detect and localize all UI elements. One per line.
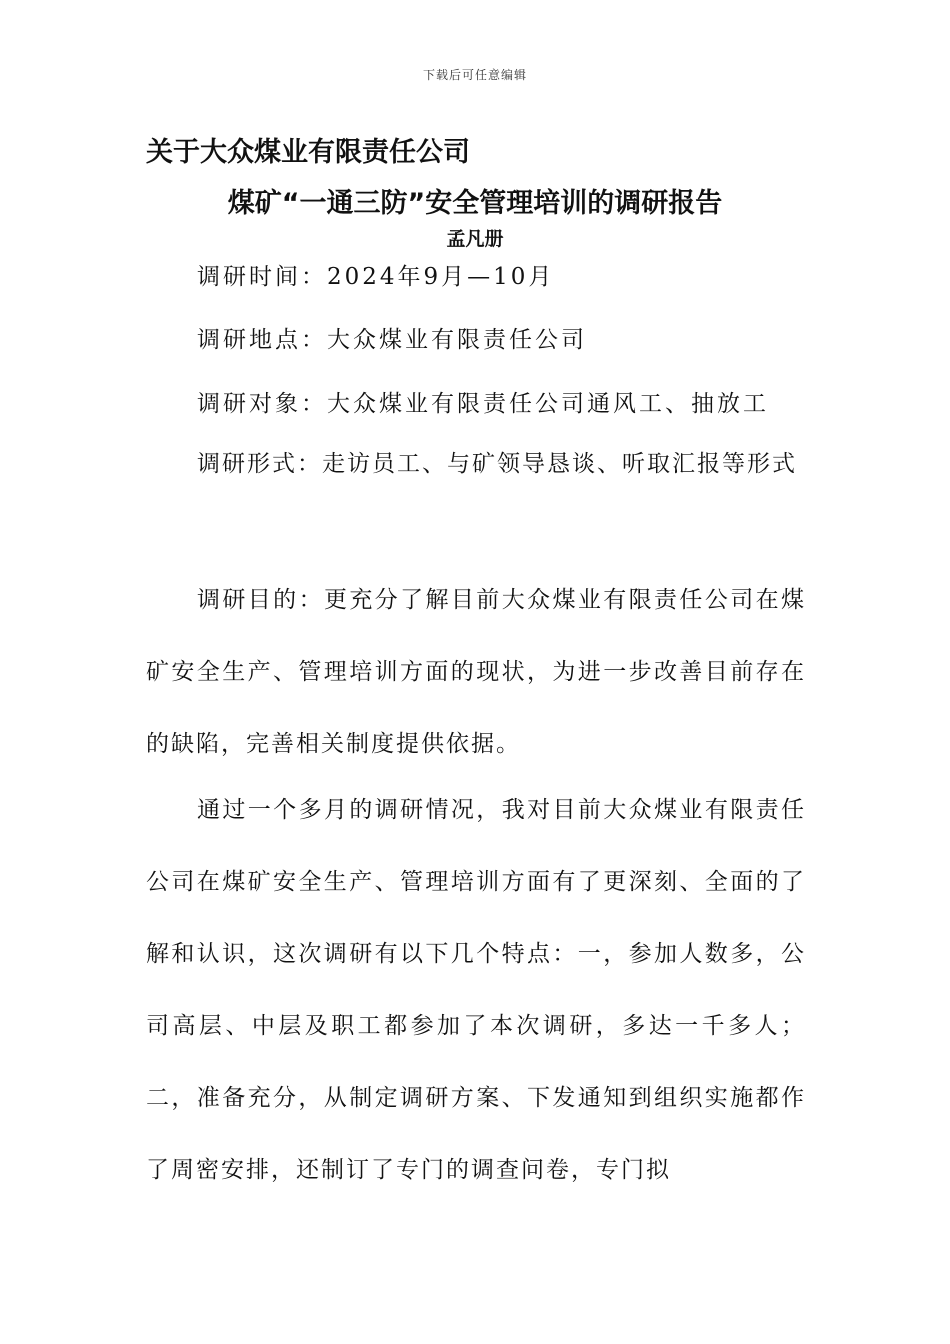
paragraph-research-findings: 通过一个多月的调研情况，我对目前大众煤业有限责任公司在煤矿安全生产、管理培训方面有了更深刻、全面的了解和认识，这次调研有以下几个特点：一，参加人数多，公司高层、中层及职工都参加了本次调研，多达一千多人；二，准备充分，从制定调研方案、下发通知到组织实施都作了周密安排，还制订了专门的调查问卷，专门拟 <box>146 797 806 1183</box>
research-time: 调研时间：2024年9月—10月 <box>197 264 555 290</box>
paragraph-research-form: 调研形式：走访员工、与矿领导恳谈、听取汇报等形式 <box>197 451 797 477</box>
paragraph-research-purpose: 调研目的：更充分了解目前大众煤业有限责任公司在煤矿安全生产、管理培训方面的现状，为进一步改善目前存在的缺陷，完善相关制度提供依据。 <box>146 587 806 757</box>
author-name: 孟凡册 <box>446 228 504 250</box>
header-note: 下载后可任意编辑 <box>422 68 527 82</box>
report-title-line-1: 关于大众煤业有限责任公司 <box>146 137 470 168</box>
report-title-line-2: 煤矿“一通三防”安全管理培训的调研报告 <box>227 188 723 219</box>
research-subject: 调研对象：大众煤业有限责任公司通风工、抽放工 <box>197 391 769 417</box>
research-location: 调研地点：大众煤业有限责任公司 <box>197 327 587 353</box>
